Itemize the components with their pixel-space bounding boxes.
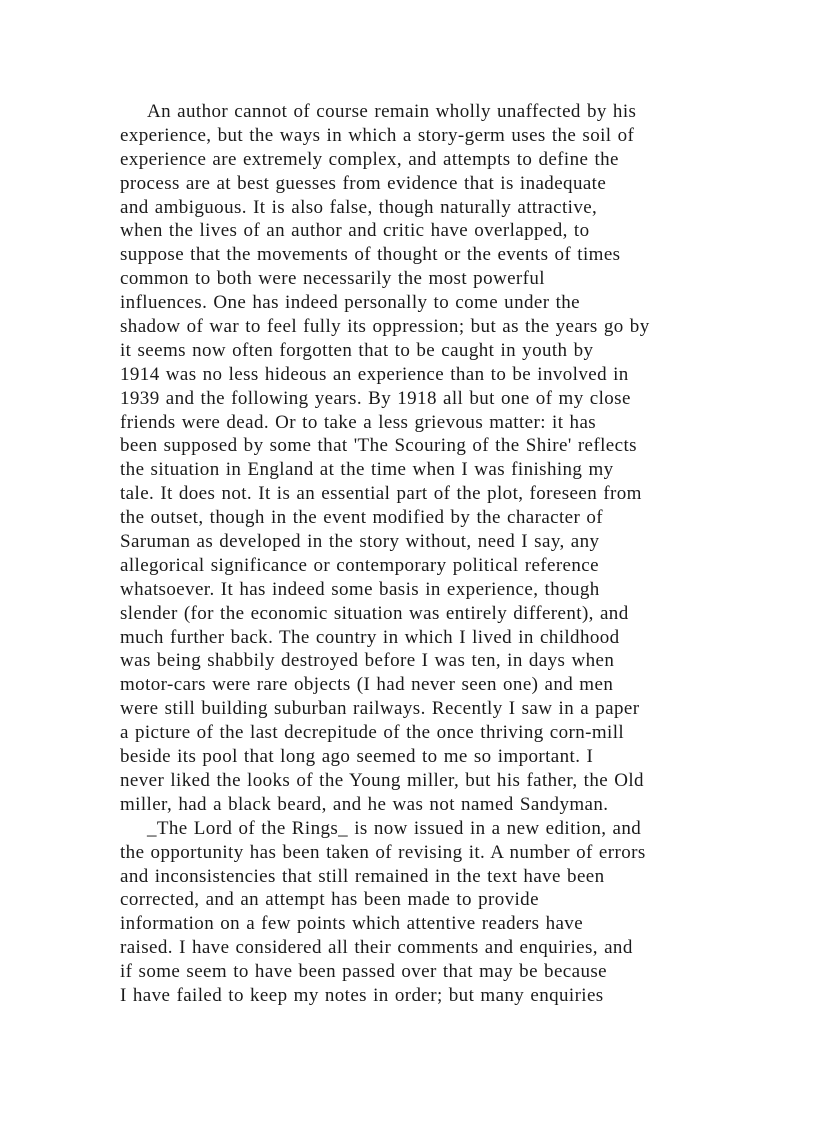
text-line: the opportunity has been taken of revising it. A number of errors	[120, 841, 646, 863]
text-line: motor-cars were rare objects (I had never seen one) and men	[120, 674, 614, 696]
text-line: and inconsistencies that still remained in the text have been	[120, 865, 605, 887]
text-line: I have failed to keep my notes in order; but many enquiries	[120, 984, 604, 1006]
text-line: corrected, and an attempt has been made to provide	[120, 889, 539, 911]
text-line: if some seem to have been passed over that may be because	[120, 961, 607, 983]
text-line: friends were dead. Or to take a less grievous matter: it has	[120, 411, 597, 433]
body-text	[120, 100, 700, 1008]
text-line: was being shabbily destroyed before I was ten, in days when	[120, 650, 615, 672]
text-line: _The Lord of the Rings_ is now issued in a new edition, and	[147, 817, 642, 839]
text-line: allegorical significance or contemporary political reference	[120, 554, 599, 576]
text-line: experience, but the ways in which a story-germ uses the soil of	[120, 124, 635, 146]
text-line: information on a few points which attentive readers have	[120, 913, 584, 935]
text-line: Saruman as developed in the story without, need I say, any	[120, 531, 600, 553]
text-line: An author cannot of course remain wholly unaffected by his	[147, 101, 637, 122]
text-line: never liked the looks of the Young miller, but his father, the Old	[120, 769, 644, 791]
text-line: when the lives of an author and critic have overlapped, to	[120, 220, 590, 242]
text-line: beside its pool that long ago seemed to me so important. I	[120, 746, 594, 768]
text-line: process are at best guesses from evidence that is inadequate	[120, 172, 607, 194]
text-line: experience are extremely complex, and attempts to define the	[120, 148, 619, 170]
text-line: suppose that the movements of thought or the events of times	[120, 244, 621, 266]
text-line: whatsoever. It has indeed some basis in experience, though	[120, 578, 600, 600]
text-line: common to both were necessarily the most powerful	[120, 268, 545, 290]
text-line: slender (for the economic situation was entirely different), and	[120, 602, 629, 624]
text-line: were still building suburban railways. Recently I saw in a paper	[120, 698, 640, 720]
text-line: it seems now often forgotten that to be caught in youth by	[120, 339, 594, 361]
text-line: and ambiguous. It is also false, though naturally attractive,	[120, 196, 598, 218]
text-line: 1914 was no less hideous an experience than to be involved in	[120, 363, 629, 385]
text-line: miller, had a black beard, and he was not named Sandyman.	[120, 793, 609, 815]
text-line: the situation in England at the time when I was finishing my	[120, 459, 614, 481]
text-line: tale. It does not. It is an essential part of the plot, foreseen from	[120, 483, 642, 505]
text-line: a picture of the last decrepitude of the once thriving corn-mill	[120, 722, 625, 744]
text-line: shadow of war to feel fully its oppression; but as the years go by	[120, 316, 650, 338]
text-line: influences. One has indeed personally to come under the	[120, 292, 580, 314]
text-line: much further back. The country in which I lived in childhood	[120, 626, 620, 648]
text-line: been supposed by some that 'The Scouring of the Shire' reflects	[120, 435, 637, 457]
text-line: the outset, though in the event modified by the character of	[120, 507, 603, 529]
text-line: 1939 and the following years. By 1918 all but one of my close	[120, 387, 631, 409]
text-line: raised. I have considered all their comments and enquiries, and	[120, 937, 633, 959]
